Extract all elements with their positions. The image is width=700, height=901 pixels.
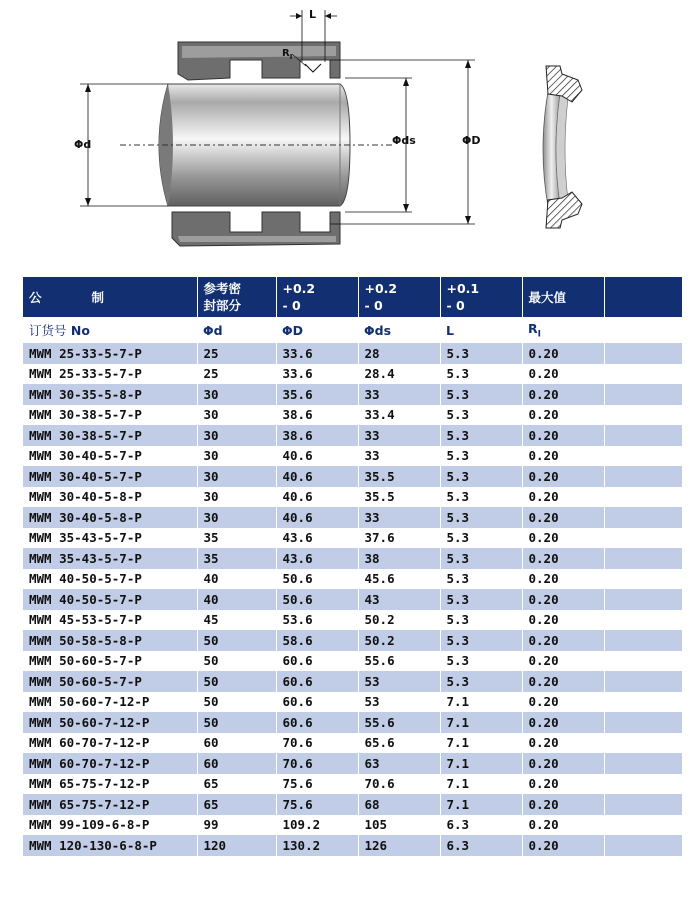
cell-D: 50.6 [276,589,358,610]
d-label: Φd [74,138,92,151]
cell-ds: 70.6 [358,774,440,795]
cell-d: 30 [197,405,276,426]
cell-L: 5.3 [440,671,522,692]
cell-D: 35.6 [276,384,358,405]
cell-d: 25 [197,343,276,364]
diagram-svg [0,0,700,270]
cell-D: 40.6 [276,446,358,467]
cell-R: 0.20 [522,446,604,467]
cell-empty [604,364,682,385]
cell-ds: 28 [358,343,440,364]
cell-order-no: MWM 30-40-5-8-P [23,507,197,528]
cell-R: 0.20 [522,794,604,815]
cell-order-no: MWM 25-33-5-7-P [23,343,197,364]
cell-ds: 43 [358,589,440,610]
cell-D: 53.6 [276,610,358,631]
cell-L: 5.3 [440,507,522,528]
cell-d: 65 [197,774,276,795]
cell-L: 5.3 [440,343,522,364]
table-subheader-row [23,317,682,343]
cell-d: 40 [197,569,276,590]
cell-order-no: MWM 50-60-7-12-P [23,692,197,713]
cell-order-no: MWM 50-58-5-8-P [23,630,197,651]
cell-empty [604,589,682,610]
l-label: L [309,8,317,21]
cell-R: 0.20 [522,835,604,856]
table-row [23,671,682,692]
cell-empty [604,753,682,774]
cell-order-no: MWM 30-40-5-7-P [23,466,197,487]
cell-ds: 28.4 [358,364,440,385]
cell-ds: 126 [358,835,440,856]
cell-empty [604,425,682,446]
table-row [23,364,682,385]
cell-ds: 53 [358,671,440,692]
cell-L: 7.1 [440,733,522,754]
cell-order-no: MWM 30-35-5-8-P [23,384,197,405]
subheader-order-no: 订货号 No [29,323,90,338]
cell-D: 33.6 [276,364,358,385]
cell-empty [604,692,682,713]
cell-ds: 33 [358,384,440,405]
cell-ds: 37.6 [358,528,440,549]
cell-L: 5.3 [440,548,522,569]
cell-ds: 55.6 [358,651,440,672]
cell-d: 60 [197,753,276,774]
cell-ds: 105 [358,815,440,836]
cell-R: 0.20 [522,630,604,651]
cell-empty [604,405,682,426]
cell-d: 65 [197,794,276,815]
cell-R: 0.20 [522,364,604,385]
table-row [23,343,682,364]
cell-empty [604,733,682,754]
cell-d: 30 [197,487,276,508]
cell-D: 60.6 [276,671,358,692]
seal-ring-side-view [543,66,582,228]
cell-D: 60.6 [276,712,358,733]
ds-label: Φds [392,134,416,147]
cell-ds: 53 [358,692,440,713]
cell-d: 30 [197,466,276,487]
header-metric: 公 制 [23,277,197,317]
cell-d: 60 [197,733,276,754]
cell-empty [604,384,682,405]
cell-order-no: MWM 120-130-6-8-P [23,835,197,856]
cell-d: 35 [197,548,276,569]
header-empty [604,277,682,317]
cell-R: 0.20 [522,774,604,795]
cell-order-no: MWM 35-43-5-7-P [23,548,197,569]
cell-d: 25 [197,364,276,385]
cell-order-no: MWM 60-70-7-12-P [23,733,197,754]
cell-D: 38.6 [276,425,358,446]
table-row [23,405,682,426]
cell-order-no: MWM 40-50-5-7-P [23,589,197,610]
cell-ds: 35.5 [358,466,440,487]
cell-order-no: MWM 50-60-7-12-P [23,712,197,733]
table-row [23,692,682,713]
cell-order-no: MWM 25-33-5-7-P [23,364,197,385]
cell-D: 60.6 [276,692,358,713]
table-row [23,630,682,651]
cell-empty [604,569,682,590]
cell-ds: 65.6 [358,733,440,754]
cell-R: 0.20 [522,384,604,405]
cell-L: 7.1 [440,712,522,733]
upper-housing [178,42,340,80]
cell-D: 70.6 [276,733,358,754]
cell-L: 7.1 [440,774,522,795]
cell-R: 0.20 [522,466,604,487]
cell-D: 40.6 [276,507,358,528]
cell-order-no: MWM 50-60-5-7-P [23,651,197,672]
table-row [23,589,682,610]
cell-order-no: MWM 65-75-7-12-P [23,794,197,815]
table-row [23,487,682,508]
cell-L: 5.3 [440,487,522,508]
cell-R: 0.20 [522,753,604,774]
cell-empty [604,630,682,651]
cell-D: 60.6 [276,651,358,672]
table-row [23,548,682,569]
header-tolerance-ds: +0.2 - 0 [358,277,440,317]
cell-empty [604,487,682,508]
cell-d: 30 [197,507,276,528]
r-label: $R_I$ [282,48,293,61]
cell-order-no: MWM 30-40-5-7-P [23,446,197,467]
cell-order-no: MWM 35-43-5-7-P [23,528,197,549]
cell-empty [604,610,682,631]
cell-L: 6.3 [440,815,522,836]
cell-R: 0.20 [522,528,604,549]
cell-ds: 63 [358,753,440,774]
cell-R: 0.20 [522,405,604,426]
cell-ds: 33 [358,425,440,446]
subheader-R: $R_I$ [528,320,541,340]
cell-D: 43.6 [276,528,358,549]
cell-R: 0.20 [522,569,604,590]
cell-empty [604,466,682,487]
table-row [23,610,682,631]
cell-order-no: MWM 30-40-5-8-P [23,487,197,508]
cell-d: 30 [197,384,276,405]
cell-d: 50 [197,651,276,672]
subheader-empty [604,317,682,343]
cell-L: 7.1 [440,692,522,713]
cell-order-no: MWM 30-38-5-7-P [23,425,197,446]
cell-D: 50.6 [276,569,358,590]
cell-ds: 50.2 [358,610,440,631]
cell-R: 0.20 [522,671,604,692]
cell-ds: 55.6 [358,712,440,733]
table-row [23,712,682,733]
cell-empty [604,671,682,692]
cell-L: 5.3 [440,589,522,610]
cell-order-no: MWM 60-70-7-12-P [23,753,197,774]
cell-empty [604,712,682,733]
table-row [23,733,682,754]
cell-L: 7.1 [440,753,522,774]
cell-empty [604,835,682,856]
cell-L: 5.3 [440,425,522,446]
cell-L: 5.3 [440,630,522,651]
cell-d: 120 [197,835,276,856]
subheader-D: ΦD [282,322,304,338]
cell-D: 40.6 [276,466,358,487]
subheader-ds: Φds [364,322,392,338]
cell-R: 0.20 [522,651,604,672]
table-row [23,815,682,836]
cell-ds: 38 [358,548,440,569]
cell-L: 6.3 [440,835,522,856]
cell-D: 33.6 [276,343,358,364]
cell-R: 0.20 [522,815,604,836]
cell-L: 7.1 [440,794,522,815]
cell-L: 5.3 [440,466,522,487]
cell-d: 30 [197,425,276,446]
subheader-L: L [446,322,454,338]
cell-d: 50 [197,712,276,733]
table-row [23,794,682,815]
table-header-row [23,277,682,317]
cell-empty [604,651,682,672]
cell-ds: 50.2 [358,630,440,651]
cell-R: 0.20 [522,548,604,569]
cell-D: 70.6 [276,753,358,774]
cell-D: 43.6 [276,548,358,569]
cell-empty [604,507,682,528]
table-row [23,753,682,774]
table-row [23,569,682,590]
cell-R: 0.20 [522,425,604,446]
table-row [23,446,682,467]
cell-L: 5.3 [440,364,522,385]
cell-D: 75.6 [276,794,358,815]
cell-d: 50 [197,692,276,713]
cell-D: 38.6 [276,405,358,426]
cell-L: 5.3 [440,405,522,426]
cell-empty [604,815,682,836]
seal-installation-diagram [0,0,700,270]
table-row [23,835,682,856]
cell-order-no: MWM 50-60-5-7-P [23,671,197,692]
cell-R: 0.20 [522,507,604,528]
cell-ds: 45.6 [358,569,440,590]
header-reference-seal: 参考密 封部分 [197,277,276,317]
header-tolerance-D: +0.2 - 0 [276,277,358,317]
cell-R: 0.20 [522,589,604,610]
seal-spec-table [23,277,683,856]
cell-empty [604,548,682,569]
header-tolerance-L: +0.1 - 0 [440,277,522,317]
cell-ds: 35.5 [358,487,440,508]
cell-D: 40.6 [276,487,358,508]
cell-R: 0.20 [522,610,604,631]
cell-L: 5.3 [440,569,522,590]
cell-ds: 33.4 [358,405,440,426]
cell-order-no: MWM 30-38-5-7-P [23,405,197,426]
cell-L: 5.3 [440,384,522,405]
cell-order-no: MWM 99-109-6-8-P [23,815,197,836]
cell-D: 130.2 [276,835,358,856]
cell-order-no: MWM 40-50-5-7-P [23,569,197,590]
cell-R: 0.20 [522,343,604,364]
cell-empty [604,446,682,467]
cell-L: 5.3 [440,651,522,672]
cell-D: 109.2 [276,815,358,836]
cell-d: 30 [197,446,276,467]
cell-order-no: MWM 65-75-7-12-P [23,774,197,795]
cell-d: 40 [197,589,276,610]
cell-L: 5.3 [440,528,522,549]
cell-L: 5.3 [440,610,522,631]
cell-D: 58.6 [276,630,358,651]
cell-ds: 68 [358,794,440,815]
cell-d: 99 [197,815,276,836]
cell-R: 0.20 [522,733,604,754]
header-max-value: 最大值 [522,277,604,317]
D-label: ΦD [462,134,481,147]
cell-R: 0.20 [522,487,604,508]
cell-D: 75.6 [276,774,358,795]
cell-ds: 33 [358,446,440,467]
table-row [23,466,682,487]
cell-empty [604,794,682,815]
cell-ds: 33 [358,507,440,528]
table-row [23,651,682,672]
cell-empty [604,528,682,549]
cell-d: 35 [197,528,276,549]
table-row [23,425,682,446]
table-row [23,774,682,795]
table-row [23,507,682,528]
cell-order-no: MWM 45-53-5-7-P [23,610,197,631]
cell-d: 50 [197,630,276,651]
subheader-d: Φd [203,322,223,338]
table-row [23,528,682,549]
cell-empty [604,343,682,364]
cell-empty [604,774,682,795]
lower-housing [172,212,340,246]
cell-L: 5.3 [440,446,522,467]
table-row [23,384,682,405]
cell-d: 45 [197,610,276,631]
cell-R: 0.20 [522,712,604,733]
cell-R: 0.20 [522,692,604,713]
cell-d: 50 [197,671,276,692]
